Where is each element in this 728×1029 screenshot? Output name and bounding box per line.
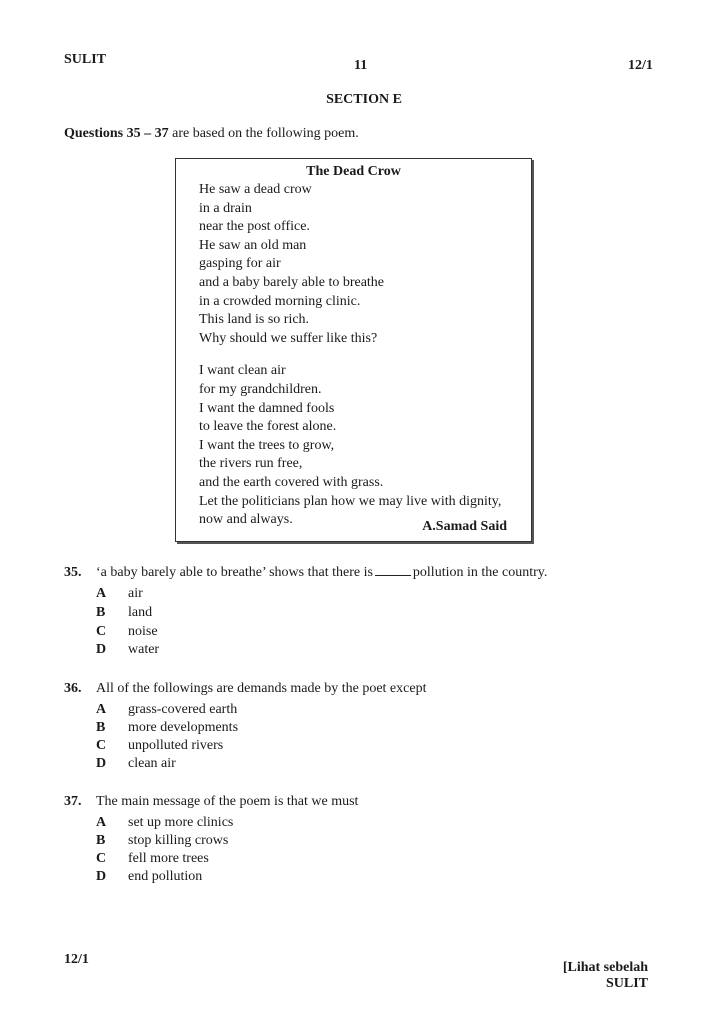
question-stem: The main message of the poem is that we must bbox=[96, 794, 359, 809]
poem-line: He saw an old man bbox=[199, 237, 307, 253]
poem-line: to leave the forest alone. bbox=[199, 419, 337, 435]
poem-line: in a crowded morning clinic. bbox=[199, 293, 361, 309]
footer-turn-page bbox=[563, 960, 648, 992]
poem-line: near the post office. bbox=[199, 219, 310, 235]
question-stem bbox=[96, 565, 547, 581]
poem-title: The Dead Crow bbox=[306, 164, 401, 179]
poem-line: I want the damned fools bbox=[199, 400, 335, 416]
stanza-gap bbox=[199, 348, 529, 362]
poem-line: and a baby barely able to breathe bbox=[199, 274, 385, 290]
poem-box bbox=[175, 158, 532, 542]
intro-question-range: Questions 35 – 37 bbox=[64, 126, 169, 141]
paper-code: 12/1 bbox=[628, 58, 653, 73]
question-number: 37. bbox=[64, 794, 82, 809]
option-b[interactable]: B land bbox=[96, 605, 153, 620]
poem-line: I want clean air bbox=[199, 363, 286, 379]
question-stem: All of the followings are demands made by the poet except bbox=[96, 681, 427, 696]
footer-paper-code: 12/1 bbox=[64, 952, 89, 967]
poem-line: I want the trees to grow, bbox=[199, 437, 335, 453]
option-a[interactable]: A set up more clinics bbox=[96, 815, 234, 830]
option-a[interactable]: A grass-covered earth bbox=[96, 702, 238, 717]
option-d[interactable]: D clean air bbox=[96, 756, 176, 771]
poem-line: the rivers run free, bbox=[199, 456, 303, 472]
poem-line: Let the politicians plan how we may live with dignity, bbox=[199, 493, 502, 509]
option-b[interactable]: B stop killing crows bbox=[96, 833, 229, 848]
option-c[interactable]: C unpolluted rivers bbox=[96, 738, 224, 753]
intro-text: are based on the following poem. bbox=[168, 126, 359, 141]
poem-author: A.Samad Said bbox=[422, 519, 507, 534]
header-sulit: SULIT bbox=[64, 52, 107, 67]
poem-line: and the earth covered with grass. bbox=[199, 474, 384, 490]
option-b[interactable]: B more developments bbox=[96, 720, 239, 735]
footer-sulit: SULIT bbox=[605, 976, 648, 991]
option-a[interactable]: A air bbox=[96, 586, 143, 601]
question-number: 35. bbox=[64, 565, 82, 580]
option-c[interactable]: C noise bbox=[96, 624, 158, 639]
poem-line: now and always. bbox=[199, 512, 293, 528]
section-intro bbox=[64, 126, 359, 142]
poem-line: This land is so rich. bbox=[199, 312, 310, 328]
footer-turn-page-text: [Lihat sebelah bbox=[562, 960, 648, 975]
poem-line: Why should we suffer like this? bbox=[199, 330, 378, 346]
question-stem-before: ‘a baby barely able to breathe’ shows that there is bbox=[96, 565, 373, 580]
poem-line: gasping for air bbox=[199, 256, 281, 272]
option-c[interactable]: C fell more trees bbox=[96, 851, 209, 866]
poem-line: He saw a dead crow bbox=[199, 182, 312, 197]
option-d[interactable]: D end pollution bbox=[96, 869, 203, 884]
poem-line: in a drain bbox=[199, 200, 252, 216]
poem-body bbox=[199, 181, 529, 530]
page-number: 11 bbox=[354, 58, 368, 73]
question-number: 36. bbox=[64, 681, 82, 696]
question-stem-after: pollution in the country. bbox=[412, 565, 548, 580]
section-title: SECTION E bbox=[326, 92, 402, 107]
poem-line: for my grandchildren. bbox=[199, 381, 322, 397]
answer-blank bbox=[375, 565, 411, 576]
option-d[interactable]: D water bbox=[96, 642, 160, 657]
